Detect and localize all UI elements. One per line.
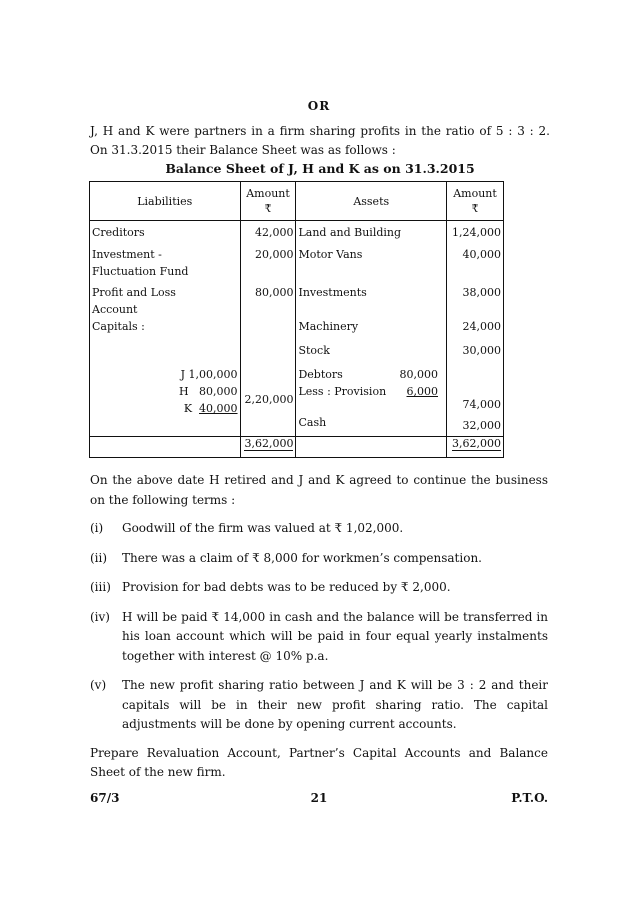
question-body bbox=[90, 471, 548, 783]
amount-header-liabilities: Amount ₹ bbox=[240, 182, 296, 221]
total-assets: 3,62,000 bbox=[447, 437, 504, 458]
capital-j: J 1,00,000 bbox=[180, 368, 238, 381]
provision-label: Less : Provision bbox=[298, 385, 387, 398]
item-text: Provision for bad debts was to be reduced by ₹ 2,000. bbox=[122, 580, 451, 594]
item-text: The new profit sharing ratio between J and K will be 3 : 2 and their capitals will be in their new profit sharing ratio. The capital adjustments will be done by opening current accounts. bbox=[122, 678, 548, 731]
page-number: 21 bbox=[310, 791, 328, 805]
pto-label: P.T.O. bbox=[511, 791, 548, 805]
rupee-symbol: ₹ bbox=[264, 202, 272, 215]
list-item bbox=[90, 578, 548, 598]
item-marker: (i) bbox=[90, 521, 104, 535]
liability-amount bbox=[240, 318, 296, 342]
provision-value: 6,000 bbox=[406, 385, 438, 398]
balance-sheet-table bbox=[89, 181, 504, 458]
table-row bbox=[90, 318, 504, 342]
asset-label: Land and Building bbox=[296, 221, 447, 247]
asset-label: Investments bbox=[296, 284, 447, 318]
item-text: Goodwill of the firm was valued at ₹ 1,02,000. bbox=[122, 521, 404, 535]
item-marker: (iii) bbox=[90, 580, 111, 594]
item-marker: (ii) bbox=[90, 550, 108, 565]
debtors-cell bbox=[296, 366, 447, 437]
asset-label: Machinery bbox=[296, 318, 447, 342]
liability-label: Capitals : bbox=[90, 318, 241, 342]
table-row bbox=[90, 221, 504, 247]
asset-amount: 30,000 bbox=[447, 342, 504, 366]
rupee-symbol: ₹ bbox=[471, 202, 479, 215]
debtors-net-cash bbox=[447, 366, 504, 437]
capital-h: H 80,000 bbox=[178, 385, 238, 398]
asset-label: Motor Vans bbox=[296, 246, 447, 284]
liabilities-header: Liabilities bbox=[90, 182, 241, 221]
liability-label: Creditors bbox=[90, 221, 241, 247]
table-row bbox=[90, 342, 504, 366]
list-item bbox=[90, 608, 548, 667]
capitals-breakup bbox=[90, 366, 241, 437]
liability-label: Profit and Loss Account bbox=[90, 284, 241, 318]
item-text: H will be paid ₹ 14,000 in cash and the balance will be transferred in his loan account which will be paid in four equal yearly instalments together with interest @ 10% p.a. bbox=[122, 609, 548, 663]
or-heading: OR bbox=[307, 99, 331, 113]
asset-label: Stock bbox=[296, 342, 447, 366]
debtors-value: 80,000 bbox=[399, 368, 438, 381]
table-row bbox=[90, 284, 504, 318]
item-text: There was a claim of ₹ 8,000 for workmen’s compensation. bbox=[122, 550, 482, 565]
cash-amount: 32,000 bbox=[462, 419, 501, 432]
intro-paragraph: J, H and K were partners in a firm sharing profits in the ratio of 5 : 3 : 2. On 31.3.2015 their Balance Sheet was as follows : bbox=[90, 124, 550, 157]
total-liabilities: 3,62,000 bbox=[240, 437, 296, 458]
liability-amount: 80,000 bbox=[240, 284, 296, 318]
asset-amount: 1,24,000 bbox=[447, 221, 504, 247]
list-item bbox=[90, 676, 548, 735]
liability-amount: 20,000 bbox=[240, 246, 296, 284]
closing-paragraph: Prepare Revaluation Account, Partner’s Capital Accounts and Balance Sheet of the new firm. bbox=[90, 745, 548, 779]
capitals-total: 2,20,000 bbox=[240, 366, 296, 437]
amount-header-assets: Amount ₹ bbox=[447, 182, 504, 221]
table-total-row bbox=[90, 437, 504, 458]
asset-amount: 38,000 bbox=[447, 284, 504, 318]
capital-k: K 40,000 bbox=[183, 402, 238, 415]
asset-amount: 40,000 bbox=[447, 246, 504, 284]
cash-label: Cash bbox=[298, 416, 327, 429]
liability-label: Investment - Fluctuation Fund bbox=[90, 246, 241, 284]
paper-code: 67/3 bbox=[90, 791, 120, 805]
asset-amount: 24,000 bbox=[447, 318, 504, 342]
item-marker: (iv) bbox=[90, 609, 110, 624]
debtors-label: Debtors bbox=[298, 368, 343, 381]
table-row bbox=[90, 246, 504, 284]
balance-sheet-title: Balance Sheet of J, H and K as on 31.3.2015 bbox=[165, 161, 475, 176]
list-item bbox=[90, 519, 548, 539]
list-item bbox=[90, 549, 548, 569]
assets-header: Assets bbox=[296, 182, 447, 221]
lead-paragraph: On the above date H retired and J and K agreed to continue the business on the following terms : bbox=[90, 473, 548, 507]
table-row-capitals-debtors bbox=[90, 366, 504, 437]
item-marker: (v) bbox=[90, 678, 107, 692]
liability-amount: 42,000 bbox=[240, 221, 296, 247]
debtors-net: 74,000 bbox=[462, 398, 501, 411]
table-header-row bbox=[90, 182, 504, 221]
